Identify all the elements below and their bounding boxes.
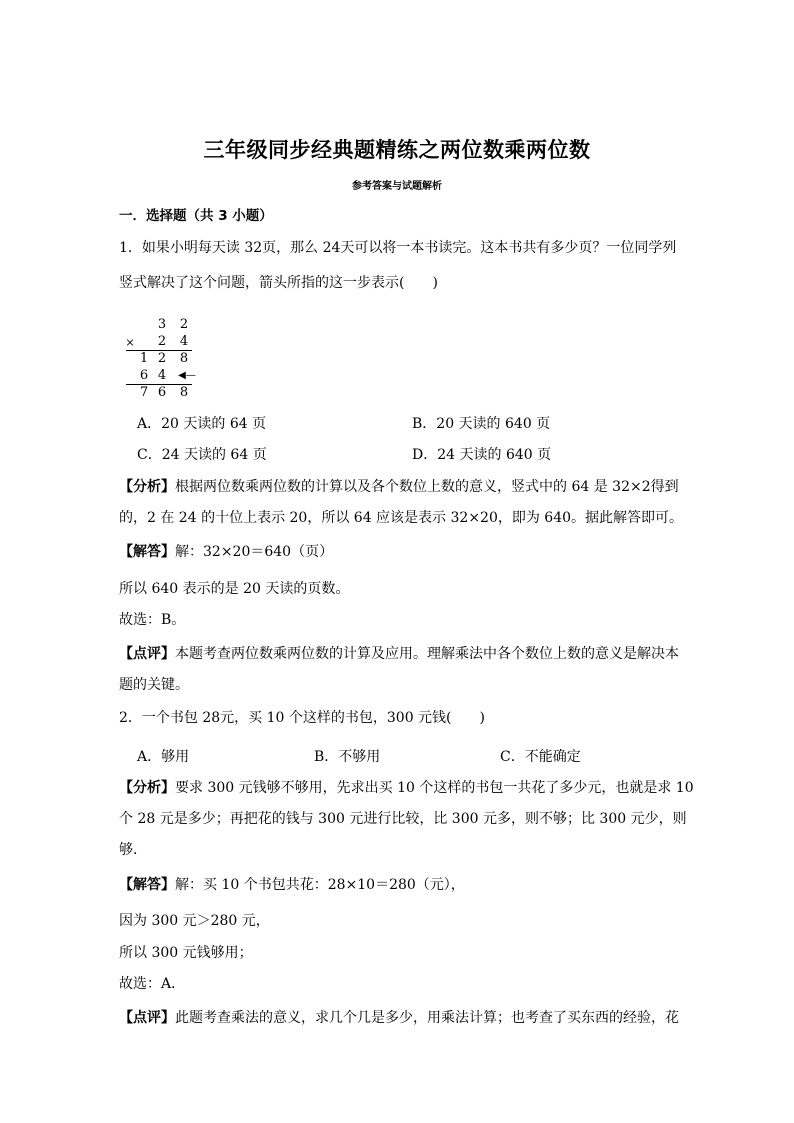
- section-heading: 一．选择题（共 3 小题）: [119, 208, 273, 224]
- q2-analysis: [119, 779, 694, 797]
- comment-tag: 【点评】: [119, 646, 175, 662]
- page-subtitle: 参考答案与试题解析: [352, 181, 442, 192]
- vm-row5-d2: 6: [157, 385, 167, 400]
- q2-analysis-line2: 个 28 元是多少；再把花的钱与 300 元进行比较，比 300 元多，则不够；比 300 元少，则: [119, 811, 687, 827]
- q1-stem-line1: 1．如果小明每天读 32页，那么 24天可以将一本书读完。这本书共有多少页？一位同学列: [119, 240, 677, 256]
- q1-option-a: A．20 天读的 64 页: [137, 416, 267, 432]
- vm-row3-d2: 2: [157, 351, 167, 366]
- arrow-icon: ◀—: [178, 370, 196, 381]
- vm-row1-d2: 2: [179, 317, 189, 332]
- vm-row3-d1: 1: [139, 351, 149, 366]
- q1-analysis-line2: 的，2 在 24 的十位上表示 20，所以 64 应该是表示 32×20，即为 640。据此解答即可。: [119, 510, 684, 526]
- vm-row1-d1: 3: [157, 317, 167, 332]
- page-title: 三年级同步经典题精练之两位数乘两位数: [203, 138, 591, 162]
- vm-row2-d2: 4: [179, 334, 189, 349]
- vm-row3-d3: 8: [179, 351, 189, 366]
- q1-answer-text: 解：32×20＝640（页）: [175, 544, 334, 560]
- q1-comment-line2: 题的关键。: [119, 677, 189, 693]
- vm-row2-d1: 2: [157, 334, 167, 349]
- vm-times-sign: ×: [125, 336, 135, 349]
- q1-option-d: D．24 天读的 640 页: [412, 447, 552, 463]
- q2-option-b: B．不够用: [314, 749, 381, 765]
- vm-row5-d3: 8: [179, 385, 189, 400]
- q1-answer: [119, 543, 679, 561]
- q2-option-c: C．不能确定: [500, 749, 581, 765]
- q2-analysis-line1: 要求 300 元钱够不够用，先求出买 10 个这样的书包一共花了多少元，也就是求 10: [175, 780, 694, 796]
- q2-answer: [119, 876, 679, 894]
- q1-vertical-multiplication: [122, 314, 212, 404]
- vm-row5-d1: 7: [139, 385, 149, 400]
- q2-analysis-line3: 够．: [119, 842, 147, 858]
- q1-stem-line2: 竖式解决了这个问题，箭头所指的这一步表示( ): [119, 275, 438, 291]
- q1-analysis-line1: 根据两位数乘两位数的计算以及各个数位上数的意义，竖式中的 64 是 32×2得到: [175, 479, 679, 495]
- q2-option-a: A．够用: [137, 749, 190, 765]
- q2-answer-line3: 所以 300 元钱够用；: [119, 945, 253, 961]
- q2-answer-text: 解：买 10 个书包共花：28×10＝280（元），: [175, 877, 465, 893]
- q2-comment-line1: 此题考查乘法的意义，求几个几是多少，用乘法计算；也考查了买东西的经验，花: [175, 1010, 679, 1026]
- vm-row4-d1: 6: [139, 368, 149, 383]
- analysis-tag: 【分析】: [119, 780, 175, 796]
- q1-choice: 故选：B。: [119, 612, 186, 628]
- q1-analysis: [119, 478, 679, 496]
- answer-tag: 【解答】: [119, 544, 175, 560]
- analysis-tag: 【分析】: [119, 479, 175, 495]
- q1-option-c: C．24 天读的 64 页: [137, 447, 267, 463]
- q2-stem: 2．一个书包 28元，买 10 个这样的书包，300 元钱( ): [119, 710, 485, 726]
- q1-option-b: B．20 天读的 640 页: [412, 416, 551, 432]
- q2-choice: 故选：A．: [119, 976, 186, 992]
- q1-comment-line1: 本题考查两位数乘两位数的计算及应用。理解乘法中各个数位上数的意义是解决本: [175, 646, 679, 662]
- q1-answer-line2: 所以 640 表示的是 20 天读的页数。: [119, 581, 350, 597]
- vm-row4-d2: 4: [157, 368, 167, 383]
- answer-tag: 【解答】: [119, 877, 175, 893]
- q2-answer-line2: 因为 300 元＞280 元，: [119, 913, 270, 929]
- comment-tag: 【点评】: [119, 1010, 175, 1026]
- q1-comment: [119, 645, 679, 663]
- q2-comment: [119, 1009, 679, 1027]
